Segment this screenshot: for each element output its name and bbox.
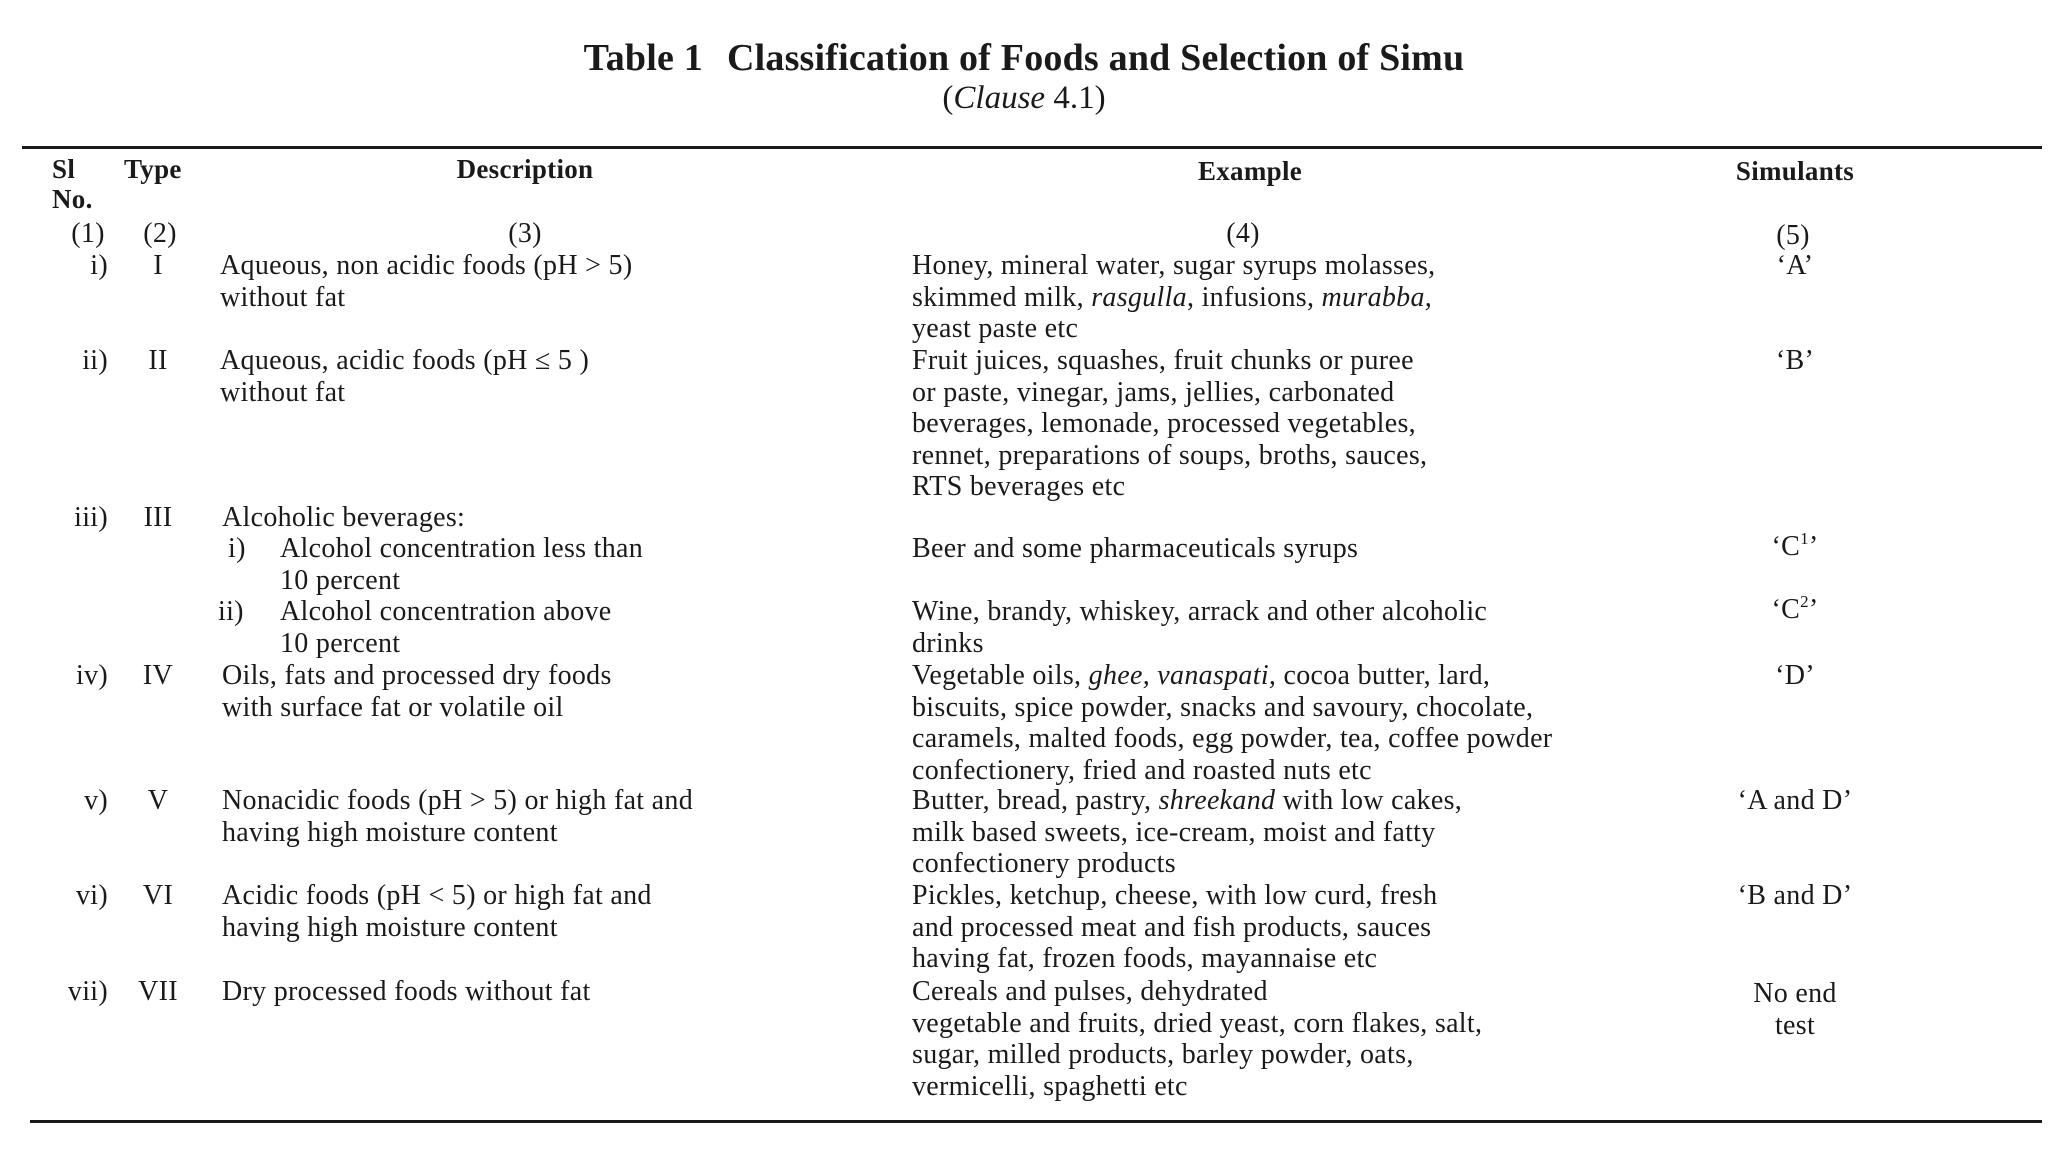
header-sl-no: Sl No. (52, 154, 93, 214)
row-2-sl: ii) (82, 345, 108, 376)
row-4-description: Oils, fats and processed dry foods with surface fat or volatile oil (222, 660, 612, 723)
clause-word: Clause (953, 80, 1046, 116)
row-5-sl: v) (84, 785, 108, 816)
header-example: Example (1197, 156, 1303, 186)
row-4-type: IV (142, 660, 174, 691)
row-5-simulant: ‘A and D’ (1737, 785, 1853, 816)
row-3-sl: iii) (74, 502, 108, 533)
row-3-sub-2-text: Alcohol concentration above 10 percent (280, 596, 612, 659)
row-2-simulant: ‘B’ (1775, 345, 1815, 376)
row-1-type: I (153, 250, 163, 281)
row-3-sub-1-simulant: ‘$C^1$’ (1771, 529, 1819, 562)
row-3-sub-2-simulant: ‘$C^2$’ (1771, 592, 1819, 625)
row-5-type: V (147, 785, 169, 816)
row-4-simulant: ‘D’ (1775, 660, 1815, 691)
row-3-type: III (143, 502, 173, 533)
colnum-3: (3) (508, 218, 542, 249)
top-rule (22, 146, 2042, 149)
colnum-1: (1) (71, 218, 105, 249)
row-5-example: Butter, bread, pastry, shreekand with low cakes, milk based sweets, ice-cream, moist and fatty confectionery products (912, 785, 1463, 879)
row-7-example: Cereals and pulses, dehydrated vegetable and fruits, dried yeast, corn flakes, salt, sugar, milled products, barley powder, oats, vermicelli, spaghetti etc (912, 976, 1483, 1102)
row-3-sub-1-num: i) (228, 533, 246, 564)
row-1-example: Honey, mineral water, sugar syrups molasses, skimmed milk, rasgulla, infusions, murabba, yeast paste etc (912, 250, 1436, 344)
header-simulants: Simulants (1735, 156, 1855, 186)
row-1-description: Aqueous, non acidic foods (pH > 5) without fat (220, 250, 633, 313)
row-3-sub-2-example: Wine, brandy, whiskey, arrack and other alcoholic drinks (912, 596, 1488, 659)
table-title-text: Classification of Foods and Selection of Simu (726, 37, 1465, 79)
row-1-simulant: ‘A’ (1776, 250, 1814, 281)
row-3-description: Alcoholic beverages: (222, 502, 466, 533)
row-4-example: Vegetable oils, ghee, vanaspati, cocoa butter, lard, biscuits, spice powder, snacks and savoury, chocolate, caramels, malted foods, egg powder, tea, coffee powder confectionery, fried and roasted nuts etc (912, 660, 1553, 786)
row-6-simulant: ‘B and D’ (1737, 880, 1853, 911)
row-6-type: VI (142, 880, 174, 911)
row-4-sl: iv) (75, 660, 108, 691)
row-3-sub-2-num: ii) (218, 596, 244, 627)
table-number: Table 1 (583, 37, 703, 79)
row-5-description: Nonacidic foods (pH > 5) or high fat and having high moisture content (222, 785, 694, 848)
header-description: Description (456, 154, 594, 184)
row-7-description: Dry processed foods without fat (222, 976, 591, 1007)
table-title (0, 36, 2048, 80)
row-2-type: II (148, 345, 168, 376)
row-6-description: Acidic foods (pH < 5) or high fat and having high moisture content (222, 880, 652, 943)
row-3-sub-1-text: Alcohol concentration less than 10 percent (280, 533, 644, 596)
clause-number: 4.1 (1053, 80, 1095, 116)
row-6-sl: vi) (75, 880, 108, 911)
clause-reference: (Clause 4.1) (942, 80, 1106, 116)
row-7-sl: vii) (67, 976, 108, 1007)
colnum-2: (2) (143, 218, 177, 249)
header-type: Type (124, 154, 182, 184)
colnum-5: (5) (1776, 220, 1810, 251)
row-7-simulant: No end test (1753, 978, 1837, 1041)
row-1-sl: i) (90, 250, 108, 281)
row-2-example: Fruit juices, squashes, fruit chunks or puree or paste, vinegar, jams, jellies, carbonated beverages, lemonade, processed vegetables, rennet, preparations of soups, broths, sauces, RTS beverages etc (912, 345, 1428, 502)
row-6-example: Pickles, ketchup, cheese, with low curd, fresh and processed meat and fish products, sauces having fat, frozen foods, mayannaise etc (912, 880, 1438, 974)
bottom-rule (30, 1120, 2042, 1123)
row-3-sub-1-example: Beer and some pharmaceuticals syrups (912, 533, 1359, 564)
colnum-4: (4) (1226, 218, 1260, 249)
row-7-type: VII (138, 976, 178, 1007)
row-2-description: Aqueous, acidic foods (pH ≤ 5 ) without fat (220, 345, 590, 408)
